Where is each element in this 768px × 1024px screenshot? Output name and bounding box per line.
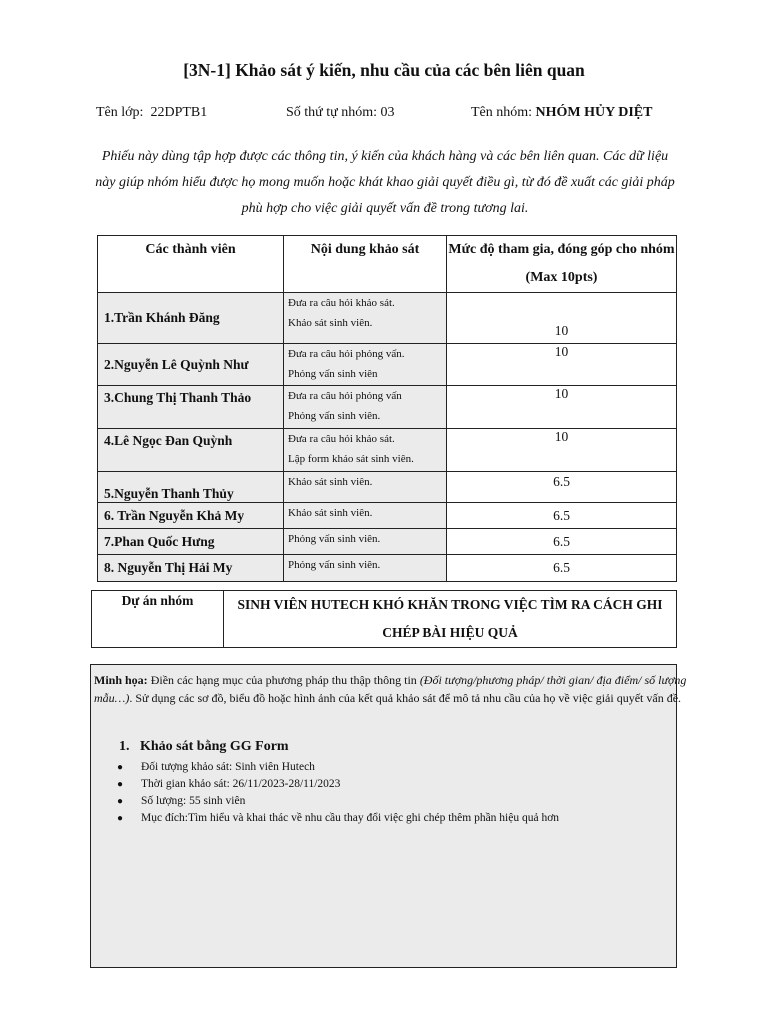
list-item-text: Số lượng: 55 sinh viên bbox=[141, 795, 246, 807]
header-participation: Mức độ tham gia, đóng góp cho nhóm (Max 10pts) bbox=[447, 236, 677, 293]
bullet-icon: ● bbox=[117, 796, 124, 807]
class-value: 22DPTB1 bbox=[150, 105, 208, 120]
content-line: Đưa ra câu hỏi phỏng vấn bbox=[288, 390, 402, 402]
page-title: [3N-1] Khảo sát ý kiến, nhu cầu của các bên liên quan bbox=[183, 60, 585, 80]
member-content bbox=[284, 344, 447, 386]
member-content bbox=[284, 472, 447, 503]
instruction-text: Điền các hạng mục của phương pháp thu thập thông tin bbox=[147, 673, 420, 687]
member-name: 5.Nguyễn Thanh Thủy bbox=[98, 472, 284, 503]
content-line: Khảo sát sinh viên. bbox=[288, 317, 373, 329]
member-content bbox=[284, 429, 447, 472]
illustration-label: Minh họa: bbox=[94, 673, 148, 687]
table-row bbox=[98, 555, 677, 582]
bullet-icon: ● bbox=[117, 813, 124, 824]
content-line: Đưa ra câu hỏi khảo sát. bbox=[288, 433, 395, 445]
content-line: Phỏng vấn sinh viên bbox=[288, 368, 378, 380]
section-heading bbox=[119, 739, 289, 755]
group-name-label: Tên nhóm: bbox=[471, 105, 533, 120]
list-item-text: Đối tượng khảo sát: Sinh viên Hutech bbox=[141, 761, 315, 773]
section-number: 1. bbox=[119, 739, 130, 754]
member-content bbox=[284, 555, 447, 582]
list-item bbox=[115, 810, 559, 827]
survey-details-list bbox=[115, 759, 559, 827]
list-item bbox=[115, 759, 559, 776]
member-name: 1.Trần Khánh Đăng bbox=[98, 293, 284, 344]
group-name-info bbox=[471, 105, 652, 121]
instruction-text-end: . Sử dụng các sơ đồ, biểu đồ hoặc hình ảnh của kết quả khảo sát để mô tả nhu cầu của họ về việc giải quyết vấn đề. bbox=[129, 691, 682, 705]
members-table bbox=[97, 235, 677, 582]
group-number-info bbox=[286, 105, 395, 121]
table-row bbox=[98, 429, 677, 472]
content-line: Đưa ra câu hỏi phỏng vấn. bbox=[288, 348, 405, 360]
class-info bbox=[96, 105, 207, 121]
member-name: 7.Phan Quốc Hưng bbox=[98, 529, 284, 555]
table-row bbox=[98, 293, 677, 344]
table-row bbox=[98, 472, 677, 503]
table-row bbox=[98, 529, 677, 555]
member-content bbox=[284, 529, 447, 555]
bullet-icon: ● bbox=[117, 779, 124, 790]
content-line: Khảo sát sinh viên. bbox=[288, 476, 373, 488]
group-name-value: NHÓM HỦY DIỆT bbox=[535, 105, 653, 120]
project-table bbox=[91, 590, 677, 648]
member-score: 6.5 bbox=[447, 529, 677, 555]
content-line: Phỏng vấn sinh viên. bbox=[288, 533, 381, 545]
member-score: 10 bbox=[447, 293, 677, 344]
member-score: 10 bbox=[447, 386, 677, 429]
bullet-icon: ● bbox=[117, 762, 124, 773]
illustration-box bbox=[90, 664, 687, 968]
table-row bbox=[98, 344, 677, 386]
member-score: 10 bbox=[447, 429, 677, 472]
member-name: 4.Lê Ngọc Đan Quỳnh bbox=[98, 429, 284, 472]
member-score: 10 bbox=[447, 344, 677, 386]
members-header-row bbox=[98, 236, 677, 293]
illustration-instructions bbox=[94, 671, 690, 707]
class-label: Tên lớp: bbox=[96, 105, 144, 120]
list-item bbox=[115, 793, 559, 810]
member-content bbox=[284, 503, 447, 529]
content-line: Lập form khảo sát sinh viên. bbox=[288, 453, 414, 465]
instruction-italic: (Đối tượng/phương pháp/ thời gian/ địa điểm/ số lượng mẫu…) bbox=[94, 673, 687, 705]
list-item-text: Mục đích:Tìm hiểu và khai thác về nhu cầu thay đổi việc ghi chép thêm phần hiệu quả hơn bbox=[141, 812, 560, 824]
section-title: Khảo sát bằng GG Form bbox=[140, 739, 289, 754]
list-item-text: Thời gian khảo sát: 26/11/2023-28/11/2023 bbox=[141, 778, 341, 790]
member-name: 6. Trần Nguyễn Khả My bbox=[98, 503, 284, 529]
member-score: 6.5 bbox=[447, 472, 677, 503]
table-row bbox=[98, 503, 677, 529]
member-content bbox=[284, 293, 447, 344]
intro-paragraph: Phiếu này dùng tập hợp được các thông tin, ý kiến của khách hàng và các bên liên quan. Các dữ liệu này giúp nhóm hiểu được họ mong muốn hoặc khát khao giải quyết điều gì, từ đó đề xuất các giải pháp phù hợp cho việc giải quyết vấn đề trong tương lai. bbox=[95, 149, 675, 216]
group-number-label: Số thứ tự nhóm: bbox=[286, 105, 378, 120]
project-title: SINH VIÊN HUTECH KHÓ KHĂN TRONG VIỆC TÌM RA CÁCH GHI CHÉP BÀI HIỆU QUẢ bbox=[224, 591, 677, 648]
member-score: 6.5 bbox=[447, 503, 677, 529]
header-content: Nội dung khảo sát bbox=[284, 236, 447, 293]
project-label: Dự án nhóm bbox=[92, 591, 224, 648]
header-members: Các thành viên bbox=[98, 236, 284, 293]
member-score: 6.5 bbox=[447, 555, 677, 582]
member-content bbox=[284, 386, 447, 429]
member-name: 3.Chung Thị Thanh Thảo bbox=[98, 386, 284, 429]
content-line: Phỏng vấn sinh viên. bbox=[288, 559, 381, 571]
content-line: Khảo sát sinh viên. bbox=[288, 507, 373, 519]
group-number-value: 03 bbox=[380, 105, 395, 120]
content-line: Phỏng vấn sinh viên. bbox=[288, 410, 381, 422]
list-item bbox=[115, 776, 559, 793]
table-row bbox=[98, 386, 677, 429]
content-line: Đưa ra câu hỏi khảo sát. bbox=[288, 297, 395, 309]
member-name: 8. Nguyễn Thị Hải My bbox=[98, 555, 284, 582]
member-name: 2.Nguyễn Lê Quỳnh Như bbox=[98, 344, 284, 386]
